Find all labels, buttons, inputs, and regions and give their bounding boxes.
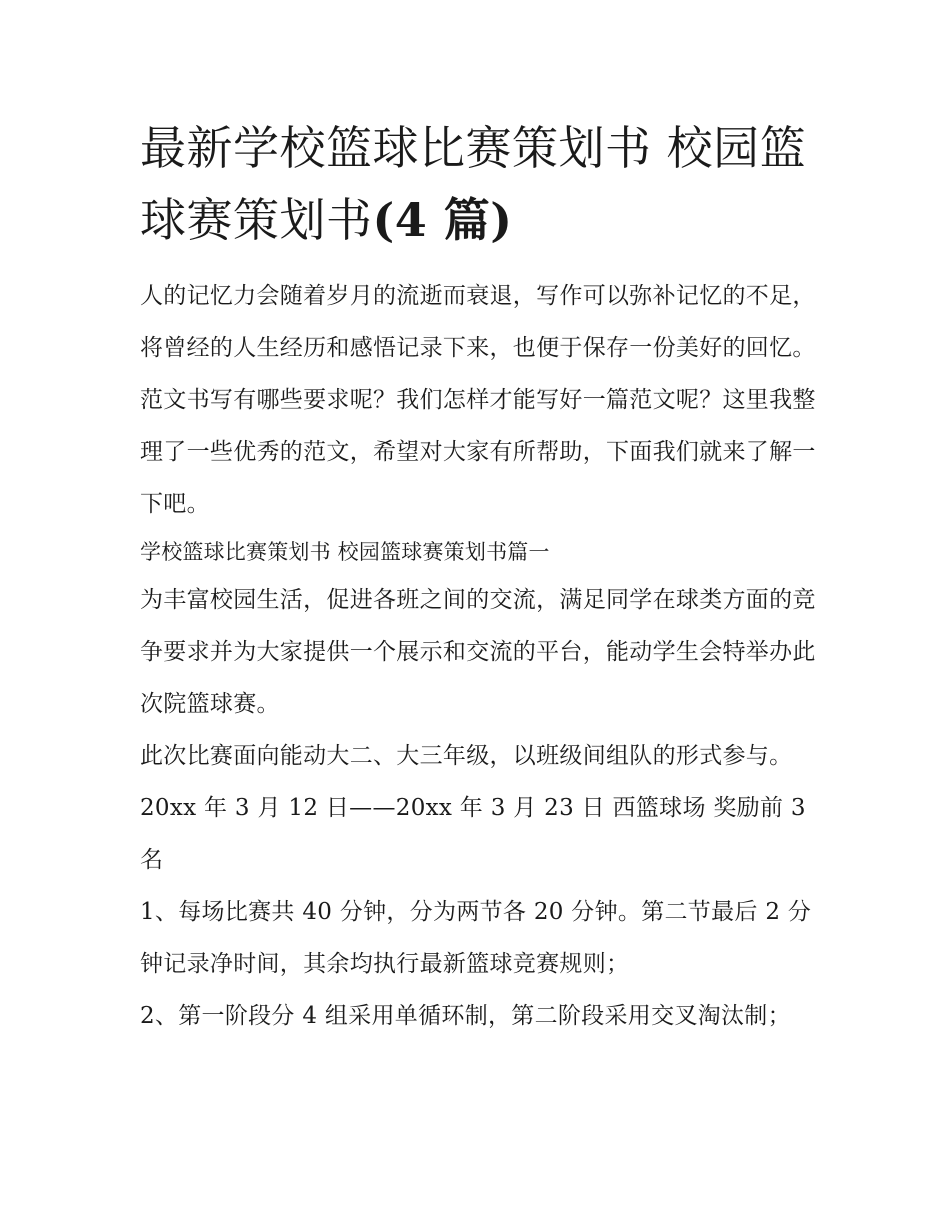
document-title [140, 112, 820, 256]
paragraph-purpose: 为丰富校园生活，促进各班之间的交流，满足同学在球类方面的竞争要求并为大家提供一个展示和交流的平台，能动学生会特举办此次院篮球赛。 [140, 587, 816, 717]
title-main: 最新学校篮球比赛策划书 校园篮球赛策划书 [140, 121, 807, 247]
paragraph-rule-1: 1、每场比赛共 40 分钟，分为两节各 20 分钟。第二节最后 2 分钟记录净时间，其余均执行最新篮球竞赛规则； [140, 899, 812, 977]
paragraph-participants: 此次比赛面向能动大二、大三年级，以班级间组队的形式参与。 20xx 年 3 月 12 日——20xx 年 3 月 23 日 西篮球场 奖励前 3 名 [140, 743, 806, 873]
document-page [140, 112, 820, 1042]
intro-paragraph: 人的记忆力会随着岁月的流逝而衰退，写作可以弥补记忆的不足，将曾经的人生经历和感悟记录下来，也便于保存一份美好的回忆。范文书写有哪些要求呢？我们怎样才能写好一篇范文呢？这里我整理了一些优秀的范文，希望对大家有所帮助，下面我们就来了解一下吧。 [140, 283, 816, 517]
section-heading: 学校篮球比赛策划书 校园篮球赛策划书篇一 [140, 540, 550, 564]
paragraph-rule-2: 2、第一阶段分 4 组采用单循环制，第二阶段采用交叉淘汰制； [140, 1003, 791, 1029]
title-suffix: (4 篇) [372, 193, 513, 247]
